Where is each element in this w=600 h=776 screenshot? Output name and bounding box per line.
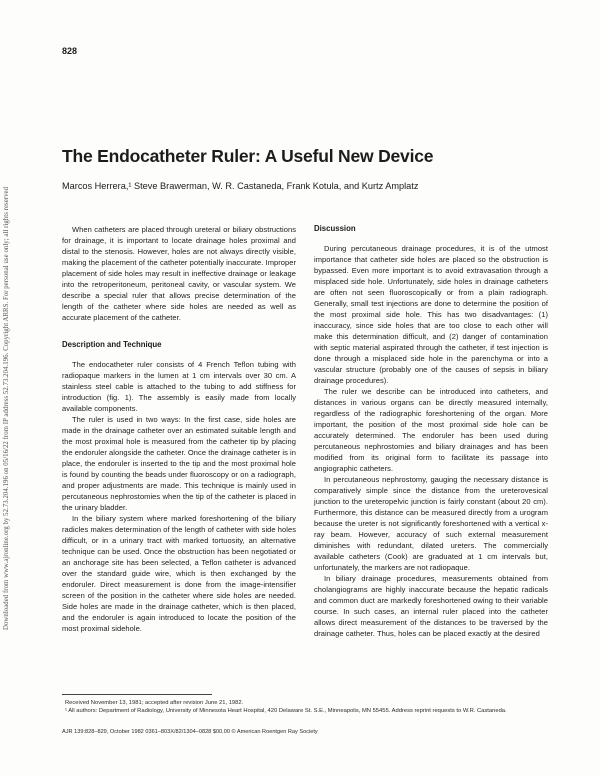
footnote-divider	[62, 694, 212, 695]
body-paragraph: The ruler we describe can be introduced into catheters, and distances in various organs can be directly measured internally, regardless of the radiographic foreshortening of the organ. More important, the position of the most proximal side hole can be accurately determined. The endoruler has been used during percutaneous nephrostomies and biliary drainages and has been modified from its original form to facilitate its passage into angiographic catheters.	[314, 387, 548, 473]
page-number: 828	[62, 46, 78, 56]
body-paragraph: In biliary drainage procedures, measurements obtained from cholangiograms are highly inaccurate because the hepatic radicals and common duct are markedly foreshortened owing to their variable course. In such cases, an internal ruler placed into the catheter allows direct measurement of the distances to be traversed by the drainage catheter. Thus, holes can be placed exactly at the desired	[314, 574, 548, 638]
download-notice-sidebar	[1, 150, 17, 630]
section-heading-discussion: Discussion	[314, 224, 356, 233]
body-paragraph: The ruler is used in two ways: In the first case, side holes are made in the drainage catheter over an estimated suitable length and the most proximal hole is measured from the catheter tip by placing the endoruler alongside the catheter. Once the drainage catheter is in place, the endoruler is inserted to the tip and the most proximal hole is found by counting the beads under fluoroscopy or on a radiograph, and proper adjustments are made. This technique is mainly used in percutaneous nephrostomies when the tip of the catheter is placed in the urinary bladder.	[62, 415, 296, 512]
journal-citation: AJR 139:828–829, October 1982 0361–803X/82/1304–0828 $00.00 © American Roentgen Ray Society	[62, 729, 318, 735]
article-title: The Endocatheter Ruler: A Useful New Device	[62, 146, 434, 166]
body-paragraph: In the biliary system where marked foreshortening of the biliary radicles makes determination of the length of catheter with side holes difficult, or in a urinary tract with marked tortuosity, an alternative technique can be used. Once the obstruction has been negotiated or an anchorage site has been selected, a Teflon catheter is advanced over the standard guide wire, which is then exchanged by the endoruler. Direct measurement is done from the image-intensifier screen of the position in the catheter where side holes are needed. Side holes are made in the drainage catheter, which is then placed, and the endoruler is again introduced to locate the position of the most proximal sidehole.	[62, 514, 296, 633]
body-paragraph: The endocatheter ruler consists of 4 French Teflon tubing with radiopaque markers in the lumen at 1 cm intervals over 30 cm. A stainless steel cable is attached to the tubing to add stiffness for introduction (fig. 1). The assembly is easily made from locally available components.	[62, 360, 296, 413]
footnote-received: Received November 13, 1981; accepted after revision June 21, 1982.	[65, 700, 244, 706]
body-paragraph: In percutaneous nephrostomy, gauging the necessary distance is comparatively simple since the distance from the ureterovesical junction to the ureteropelvic junction is fairly constant (about 20 cm). Furthermore, this distance can be measured directly from a urogram because the ureter is not significantly foreshortened with a vertical x-ray beam. However, accuracy of such external measurement diminishes with redundant, dilated ureters. The commercially available catheters (Cook) are graduated at 1 cm intervals but, unfortunately, the markers are not radiopaque.	[314, 475, 548, 572]
section-heading-description: Description and Technique	[62, 340, 162, 349]
left-column	[62, 224, 296, 634]
footnote-affiliation: ¹ All authors: Department of Radiology, University of Minnesota Heart Hospital, 420 Delaware St. S.E., Minneapolis, MN 55455. Address reprint requests to W.R. Castaneda.	[65, 708, 507, 715]
footnotes	[62, 699, 550, 715]
download-notice-text: Downloaded from www.ajronline.org by 52.73.204.196 on 05/16/22 from IP address 52.73.204.196. Copyright ARRS. For personal use only; all rights reserved	[3, 186, 10, 630]
body-paragraph: During percutaneous drainage procedures, it is of the utmost importance that catheter side holes are placed so the obstruction is bypassed. Even more important is to avoid extravasation through a misplaced side hole. Unfortunately, side holes in drainage catheters are often not seen fluoroscopically or from a plain radiograph. Generally, small test injections are done to determine the position of the most proximal side hole. This has two disadvantages: (1) inaccuracy, since side holes that are too close to each other will make this determination difficult, and (2) danger of contamination with septic material aspirated through the catheter, if test injection is done through a misplaced side hole in the parenchyma or into a vascular structure (probably one of the causes of sepsis in biliary drainage procedures).	[314, 244, 548, 385]
abstract-paragraph: When catheters are placed through ureteral or biliary obstructions for drainage, it is important to locate drainage holes proximal and distal to the stenosis. However, holes are not always directly visible, making the placement of the catheter potentially inaccurate. Improper placement of side holes may result in ineffective drainage or leakage into the retroperitoneum, peritoneal cavity, or vascular system. We describe a special ruler that allows precise determination of the length of the catheter where side holes are needed as well as accurate placement of the catheter.	[62, 225, 296, 322]
author-list: Marcos Herrera,¹ Steve Brawerman, W. R. Castaneda, Frank Kotula, and Kurtz Amplatz	[62, 181, 419, 191]
right-column	[314, 224, 548, 639]
